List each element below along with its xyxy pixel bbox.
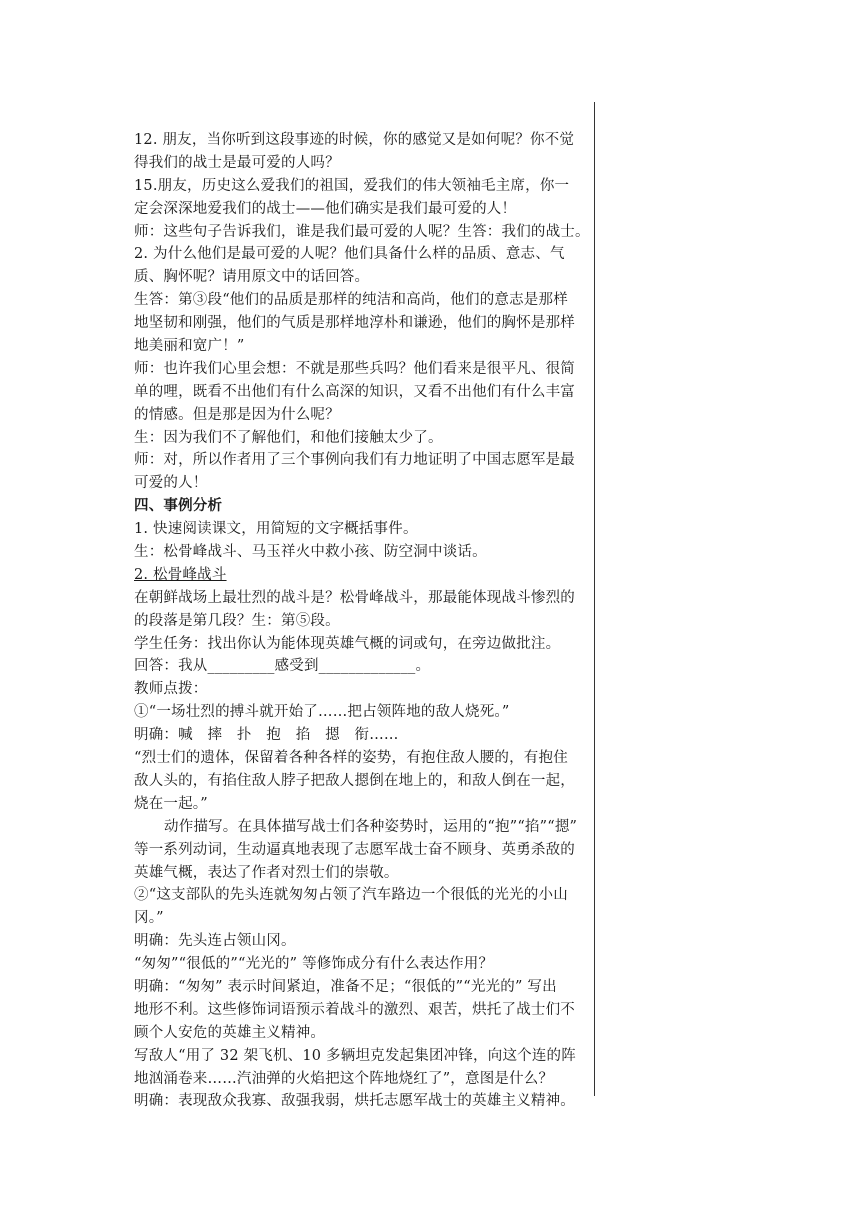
text-line: “匆匆”“很低的”“光光的” 等修饰成分有什么表达作用？ [134,956,494,973]
text-line: 回答：我从_________感受到_____________。 [134,658,431,675]
text-line: 烧在一起。” [134,795,208,812]
text-line: 顾个人安危的英雄主义精神。 [134,1024,326,1041]
text-line: 等一系列动词，生动逼真地表现了志愿军战士奋不顾身、英勇杀敌的 [134,841,575,858]
document-body [134,129,592,1113]
text-line: 1. 快速阅读课文，用简短的文字概括事件。 [134,521,418,538]
text-line: 的段落是第几段？生：第⑤段。 [134,612,340,629]
subheading-underlined: 2. 松骨峰战斗 [134,566,227,583]
text-line: 写敌人“用了 32 架飞机、10 多辆坦克发起集团冲锋，向这个连的阵 [134,1047,576,1064]
text-line: 的情感。但是那是因为什么呢？ [134,406,340,423]
text-line: ②“这支部队的先头连就匆匆占领了汽车路边一个很低的光光的小山 [134,887,568,904]
text-line: 定会深深地爱我们的战士——他们确实是我们最可爱的人！ [134,200,517,217]
text-line: 地汹涌卷来……汽油弹的火焰把这个阵地烧红了”，意图是什么？ [134,1070,554,1087]
text-line: 敌人头的，有掐住敌人脖子把敌人摁倒在地上的，和敌人倒在一起， [134,772,575,789]
text-line: 2. 为什么他们是最可爱的人呢？他们具备什么样的品质、意志、气 [134,246,565,263]
text-line: 得我们的战士是最可爱的人吗？ [134,154,340,171]
text-line: 教师点拨： [134,681,208,698]
text-line: 明确：先头连占领山冈。 [134,933,296,950]
text-line: 可爱的人！ [134,475,208,492]
text-line: 15.朋友，历史这么爱我们的祖国，爱我们的伟大领袖毛主席，你一 [134,177,570,194]
text-line: 生：松骨峰战斗、马玉祥火中救小孩、防空洞中谈话。 [134,544,487,561]
text-line: 质、胸怀呢？请用原文中的话回答。 [134,269,370,286]
text-line: 明确：表现敌众我寡、敌强我弱，烘托志愿军战士的英雄主义精神。 [134,1093,575,1110]
text-line: 英雄气概，表达了作者对烈士们的崇敬。 [134,864,399,881]
text-line: 学生任务：找出你认为能体现英雄气概的词或句，在旁边做批注。 [134,635,561,652]
text-line: 师：这些句子告诉我们，谁是我们最可爱的人呢？生答：我们的战士。 [134,223,590,240]
text-line: 师：也许我们心里会想：不就是那些兵吗？他们看来是很平凡、很简 [134,360,575,377]
text-line: 明确：喊 摔 扑 抱 掐 摁 衔…… [134,727,399,744]
section-heading: 四、事例分析 [134,497,223,515]
text-line: 地坚韧和刚强，他们的气质是那样地淳朴和谦逊，他们的胸怀是那样 [134,315,575,332]
text-line: 地美丽和宽广！” [134,338,245,355]
text-line: “烈士们的遗体，保留着各种各样的姿势，有抱住敌人腰的，有抱住 [134,750,568,767]
table-border-line [594,102,595,1096]
text-line: 12. 朋友，当你听到这段事迹的时候，你的感觉又是如何呢？你不觉 [134,132,575,148]
text-line: 生：因为我们不了解他们，和他们接触太少了。 [134,429,443,446]
text-line: 在朝鲜战场上最壮烈的战斗是？松骨峰战斗，那最能体现战斗惨烈的 [134,589,575,606]
text-line: ①“一场壮烈的搏斗就开始了……把占领阵地的敌人烧死。” [134,704,510,721]
text-line: 动作描写。在具体描写战士们各种姿势时，运用的“抱”“掐”“摁” [164,818,578,835]
text-line: 冈。” [134,910,164,927]
text-line: 单的哩，既看不出他们有什么高深的知识，又看不出他们有什么丰富 [134,383,575,400]
text-line: 地形不利。这些修饰词语预示着战斗的激烈、艰苦，烘托了战士们不 [134,1001,575,1018]
text-line: 生答：第③段“他们的品质是那样的纯洁和高尚，他们的意志是那样 [134,292,568,309]
text-line: 师：对，所以作者用了三个事例向我们有力地证明了中国志愿军是最 [134,452,575,469]
text-line: 明确：“匆匆” 表示时间紧迫，准备不足；“很低的”“光光的” 写出 [134,978,557,995]
